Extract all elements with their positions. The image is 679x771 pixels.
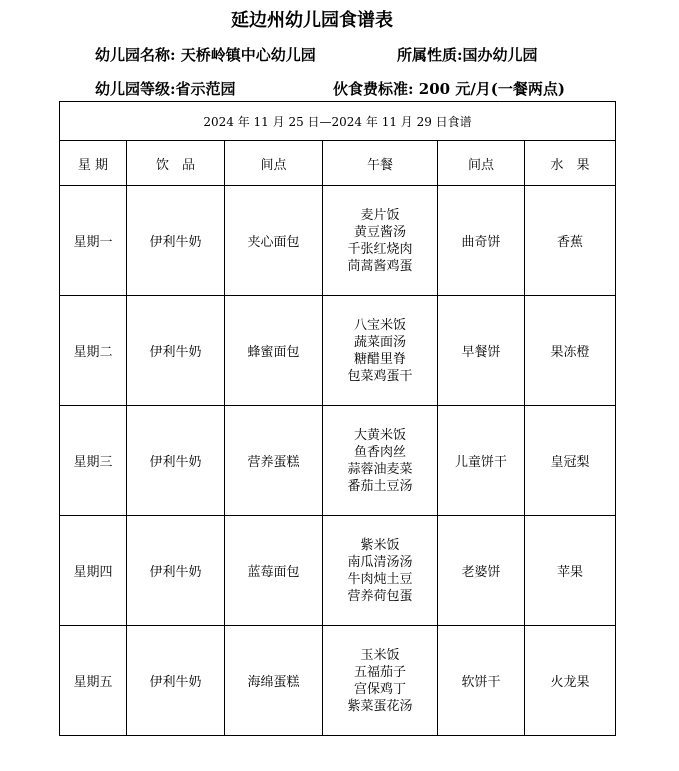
lunch-item: 鱼香肉丝 [353, 444, 406, 460]
page-title: 延边州幼儿园食谱表 [231, 10, 393, 31]
table-row [60, 406, 616, 516]
lunch-item: 五福茄子 [353, 664, 406, 680]
fruit-cell: 皇冠梨 [525, 406, 616, 516]
drink-cell: 伊利牛奶 [127, 626, 225, 736]
day-cell: 星期一 [60, 186, 127, 296]
snack-am-cell: 营养蛋糕 [225, 406, 323, 516]
snack-am-cell: 蜂蜜面包 [225, 296, 323, 406]
kindergarten-level-value: 省示范园 [175, 80, 236, 98]
snack-pm-cell: 软饼干 [438, 626, 525, 736]
meal-fee-value: 200 元/月(一餐两点) [418, 80, 565, 98]
table-row [60, 516, 616, 626]
day-cell: 星期四 [60, 516, 127, 626]
snack-pm-cell: 曲奇饼 [438, 186, 525, 296]
kindergarten-level-label: 幼儿园等级: [95, 80, 176, 98]
day-cell: 星期三 [60, 406, 127, 516]
lunch-item: 麦片饭 [360, 207, 400, 223]
lunch-cell [323, 186, 438, 296]
header-row [60, 141, 616, 186]
header-lunch: 午餐 [323, 141, 438, 186]
drink-cell: 伊利牛奶 [127, 186, 225, 296]
lunch-item: 茼蒿酱鸡蛋 [347, 258, 413, 274]
lunch-item: 八宝米饭 [353, 317, 406, 333]
lunch-item: 营养荷包蛋 [347, 588, 413, 604]
lunch-cell [323, 516, 438, 626]
lunch-item: 南瓜清汤汤 [347, 554, 413, 570]
fruit-cell: 香蕉 [525, 186, 616, 296]
lunch-item: 包菜鸡蛋干 [347, 368, 413, 384]
lunch-item: 牛肉炖土豆 [347, 571, 413, 587]
date-range: 2024 年 11 月 25 日—2024 年 11 月 29 日食谱 [60, 102, 616, 141]
lunch-item: 千张红烧肉 [347, 241, 413, 257]
lunch-item: 黄豆酱汤 [353, 224, 406, 240]
kindergarten-name-value: 天桥岭镇中心幼儿园 [180, 46, 316, 64]
kindergarten-type [397, 44, 538, 65]
snack-am-cell: 蓝莓面包 [225, 516, 323, 626]
table-row [60, 296, 616, 406]
lunch-item: 紫菜蛋花汤 [347, 698, 413, 714]
date-range-row [60, 102, 616, 141]
snack-pm-cell: 老婆饼 [438, 516, 525, 626]
drink-cell: 伊利牛奶 [127, 406, 225, 516]
drink-cell: 伊利牛奶 [127, 296, 225, 406]
kindergarten-name-label: 幼儿园名称: [95, 46, 176, 64]
day-cell: 星期五 [60, 626, 127, 736]
day-cell: 星期二 [60, 296, 127, 406]
lunch-cell [323, 406, 438, 516]
snack-am-cell: 海绵蛋糕 [225, 626, 323, 736]
lunch-item: 宫保鸡丁 [353, 681, 406, 697]
header-day: 星 期 [60, 141, 127, 186]
snack-pm-cell: 儿童饼干 [438, 406, 525, 516]
lunch-cell [323, 296, 438, 406]
header-snack-am: 间点 [225, 141, 323, 186]
header-drink: 饮 品 [127, 141, 225, 186]
fruit-cell: 苹果 [525, 516, 616, 626]
snack-pm-cell: 早餐饼 [438, 296, 525, 406]
lunch-item: 番茄土豆汤 [347, 478, 413, 494]
lunch-item: 糖醋里脊 [353, 351, 406, 367]
header-snack-pm: 间点 [438, 141, 525, 186]
menu-table [59, 101, 616, 736]
lunch-item: 紫米饭 [360, 537, 400, 553]
lunch-cell [323, 626, 438, 736]
fruit-cell: 果冻橙 [525, 296, 616, 406]
lunch-item: 玉米饭 [360, 647, 400, 663]
snack-am-cell: 夹心面包 [225, 186, 323, 296]
lunch-item: 大黄米饭 [353, 427, 406, 443]
meal-fee-label: 伙食费标准: [333, 80, 414, 98]
kindergarten-type-value: 国办幼儿园 [462, 46, 538, 64]
header-fruit: 水 果 [525, 141, 616, 186]
table-row [60, 626, 616, 736]
lunch-item: 蔬菜面汤 [353, 334, 406, 350]
kindergarten-type-label: 所属性质: [397, 46, 463, 64]
lunch-item: 蒜蓉油麦菜 [347, 461, 413, 477]
kindergarten-level [95, 78, 236, 99]
meal-fee [333, 78, 565, 99]
kindergarten-name [95, 44, 316, 65]
fruit-cell: 火龙果 [525, 626, 616, 736]
drink-cell: 伊利牛奶 [127, 516, 225, 626]
table-row [60, 186, 616, 296]
